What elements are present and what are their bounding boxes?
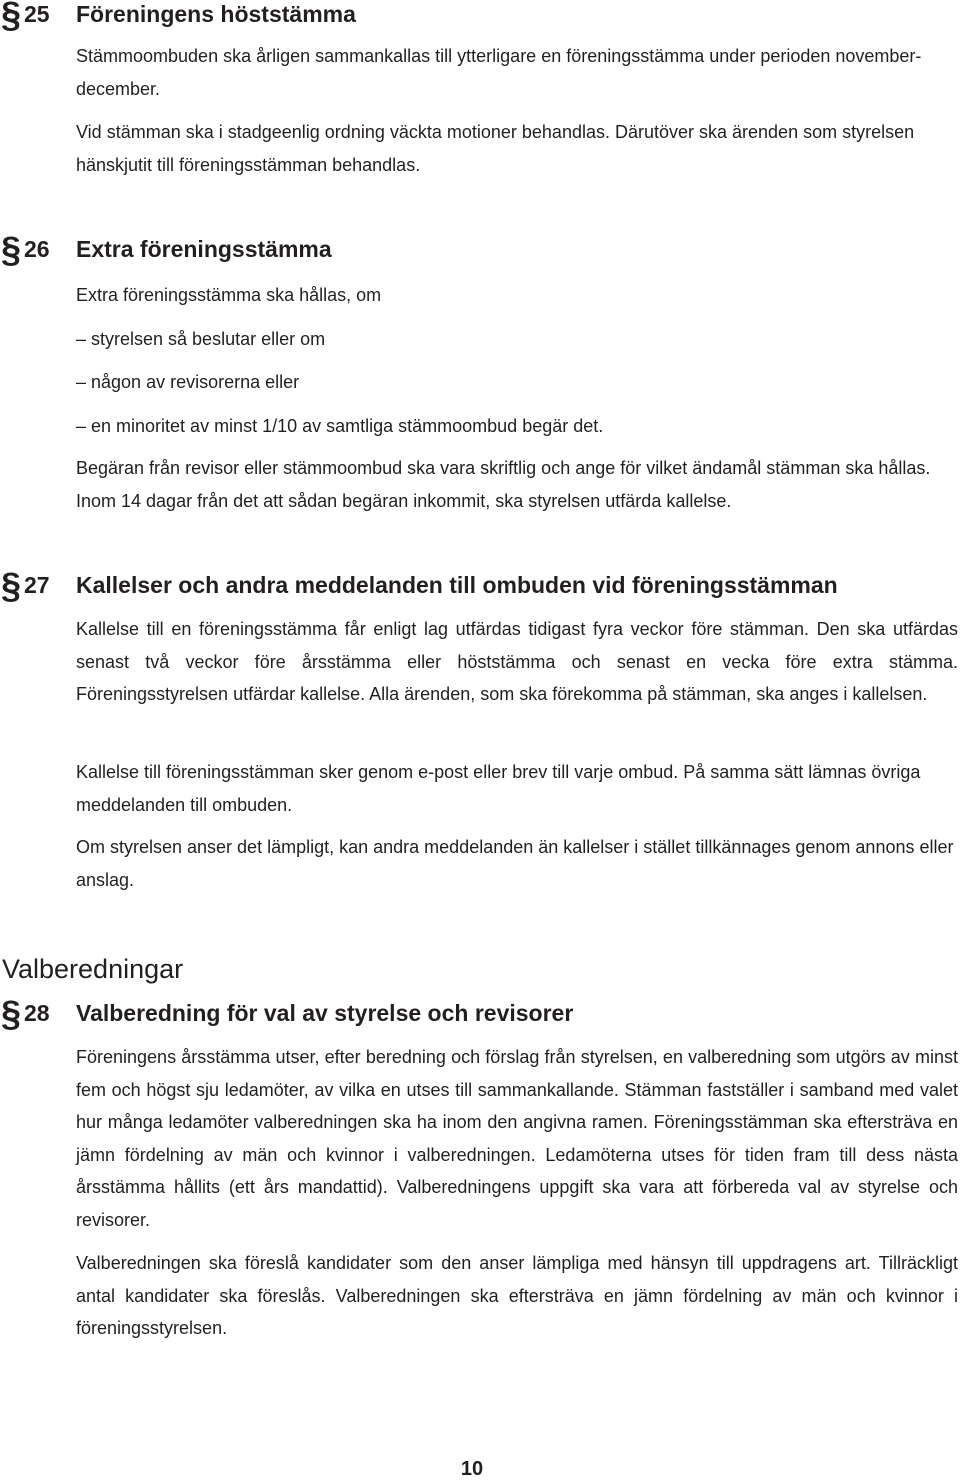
paragraph: Kallelse till en föreningsstämma får enligt lag utfärdas tidigast fyra veckor före stämman. Den ska utfärdas senast två veckor före årsstämma eller höststämma och senast en vecka före extra stämma. Föreningsstyrelsen utfärdar kallelse. Alla ärenden, som ska förekomma på stämman, ska anges i kallelsen. [76,619,958,704]
section-27 [0,565,960,890]
list-item: – någon av revisorerna eller [76,372,300,392]
section-symbol: § [1,229,22,270]
paragraph: Begäran från revisor eller stämmoombud ska vara skriftlig och ange för vilket ändamål stämman ska hållas. Inom 14 dagar från det att sådan begäran inkommit, ska styrelsen utfärda kallelse. [76,458,931,511]
section-28 [0,993,960,1338]
section-heading [0,565,960,607]
section-heading [0,993,960,1035]
section-heading [0,229,960,271]
section-intro: Extra föreningsstämma ska hållas, om [76,285,382,305]
section-26 [0,229,960,511]
paragraph: Kallelse till föreningsstämman sker genom e-post eller brev till varje ombud. På samma sätt lämnas övriga meddelanden till ombuden. [76,762,921,815]
section-25 [0,0,960,175]
section-number: 27 [24,572,50,598]
section-title: Valberedning för val av styrelse och revisorer [76,1000,574,1026]
paragraph: Stämmoombuden ska årligen sammankallas till ytterligare en föreningsstämma under perioden november-december. [76,46,922,99]
list-item: – en minoritet av minst 1/10 av samtliga stämmoombud begär det. [76,416,604,436]
page-number: 10 [460,1458,484,1480]
list-item: – styrelsen så beslutar eller om [76,329,326,349]
section-number: 26 [24,236,50,262]
paragraph: Vid stämman ska i stadgeenlig ordning väckta motioner behandlas. Därutöver ska ärenden som styrelsen hänskjutit till föreningsstämman behandlas. [76,122,915,175]
section-title: Kallelser och andra meddelanden till ombuden vid föreningsstämman [76,572,838,598]
section-symbol: § [1,565,22,606]
paragraph: Valberedningen ska föreslå kandidater som den anser lämpliga med hänsyn till uppdragens art. Tillräckligt antal kandidater ska föreslås. Valberedningen ska eftersträva en jämn fördelning av män och kvinnor i föreningsstyrelsen. [76,1253,958,1338]
section-symbol: § [1,0,22,35]
paragraph: Om styrelsen anser det lämpligt, kan andra meddelanden än kallelser i stället tillkännages genom annons eller anslag. [76,837,954,890]
section-symbol: § [1,993,22,1034]
section-title: Extra föreningsstämma [76,236,332,262]
section-heading [0,0,960,36]
section-number: 28 [24,1000,50,1026]
section-title: Föreningens höststämma [76,1,356,27]
section-number: 25 [24,1,50,27]
chapter-heading: Valberedningar [2,954,184,984]
paragraph: Föreningens årsstämma utser, efter beredning och förslag från styrelsen, en valberedning som utgörs av minst fem och högst sju ledamöter, av vilka en utses till sammankallande. Stämman fastställer i samband med valet hur många ledamöter valberedningen ska ha inom den angivna ramen. Föreningsstämman ska eftersträva en jämn fördelning av män och kvinnor i valberedningen. Ledamöterna utses för tiden fram till dess nästa årsstämma hållits (ett års mandattid). Valberedningens uppgift ska vara att förbereda val av styrelse och revisorer. [76,1047,958,1230]
